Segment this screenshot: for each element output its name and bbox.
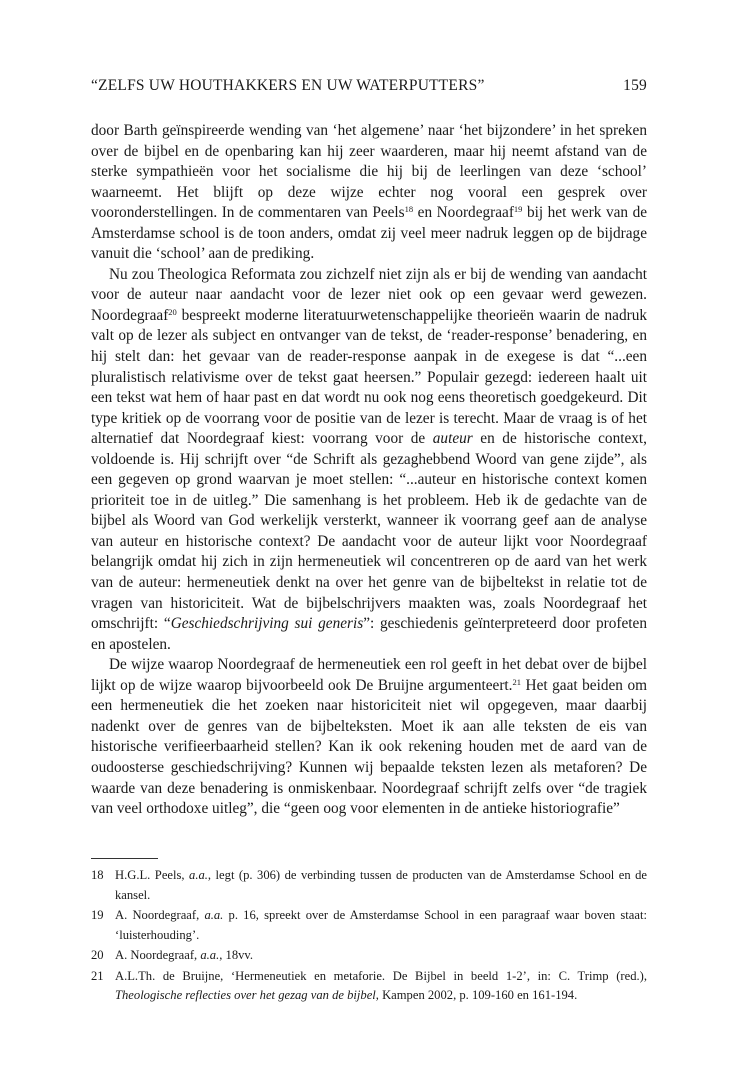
body-text (91, 121, 647, 820)
footnote-separator (91, 858, 158, 859)
page-number: 159 (623, 77, 647, 94)
footnotes (91, 866, 647, 1007)
footnote-text: H.G.L. Peels, a.a., legt (p. 306) de verbinding tussen de producten van de Amsterdamse School en de kansel. (115, 868, 648, 902)
paragraph-text: en de historische context, voldoende is. Hij schrijft over “de Schrift als gezaghebbend Woord van gene zijde”, als een gegeven op grond waarvan je moet stellen: “...auteur en historische context komen prioriteit toe in de uitleg.” Die samenhang is het probleem. Heb ik de gedachte van de bijbel als Woord van God werkelijk versterkt, wanneer ik voorrang geef aan de analyse van auteur en historische context? De aandacht voor de auteur lijkt voor Noordegraaf belangrijk omdat hij zich in zijn hermeneutiek wil concentreren op de aard van het werk van de auteur: hermeneutiek denkt na over het genre van de bijbeltekst in relatie tot de vragen van historiciteit. Wat de bijbelschrijvers maakten was, zoals Noordegraaf het omschrijft: “ (91, 430, 647, 633)
footnote-ref-20: 20 (168, 306, 177, 317)
emphasis-auteur: auteur (432, 430, 473, 448)
footnote-ref-18: 18 (404, 204, 414, 215)
footnote-18 (91, 866, 647, 905)
paragraph-1 (91, 121, 647, 265)
paragraph-2 (91, 265, 647, 655)
paragraph-text: ”: geschiedenis geïnterpreteerd door profeten en apostelen. (91, 615, 647, 653)
paragraph-text: en Noordegraaf (413, 204, 514, 222)
footnote-number: 20 (91, 948, 104, 962)
footnote-19 (91, 906, 647, 945)
paragraph-text: bij het werk van de Amsterdamse school is de toon anders, omdat zij veel meer nadruk leggen op de bijdrage vanuit die ‘school’ aan de prediking. (91, 204, 648, 263)
running-title: “ZELFS UW HOUTHAKKERS EN UW WATERPUTTERS” (91, 77, 485, 94)
footnote-21 (91, 967, 647, 1006)
paragraph-3 (91, 655, 647, 819)
footnote-ref-19: 19 (513, 204, 523, 215)
paragraph-text: Het gaat beiden om een hermeneutiek die het zoeken naar historiciteit niet wil opgegeven, maar daarbij nadenkt over de genres van de bijbelteksten. Moet ik aan alle teksten de eis van historische verifieerbaarheid stellen? Kan ik ook rekening houden met de aard van de oudoosterse geschiedschrijving? Kunnen wij bepaalde teksten lezen als metaforen? De waarde van deze benadering is onmiskenbaar. Noordegraaf schrijft zelfs over “de tragiek van veel orthodoxe uitleg”, die “geen oog voor elementen in de antieke historiografie” (91, 676, 647, 818)
footnote-20 (91, 946, 647, 966)
footnote-number: 21 (91, 968, 104, 983)
footnote-text: A. Noordegraaf, a.a. p. 16, spreekt over de Amsterdamse School in een paragraaf waar boven staat: ‘luisterhouding’. (115, 908, 647, 942)
paragraph-text: Nu zou Theologica Reformata zou zichzelf niet zijn als er bij de wending van aandacht voor de auteur naar aandacht voor de lezer niet ook op een gevaar werd gewezen. Noordegraaf (91, 265, 647, 324)
footnote-number: 19 (91, 908, 104, 922)
footnote-ref-21: 21 (512, 676, 521, 687)
paragraph-text: De wijze waarop Noordegraaf de hermeneutiek een rol geeft in het debat over de bijbel lijkt op de wijze waarop bijvoorbeeld ook De Bruijne argumenteert. (91, 656, 647, 694)
footnote-text: A. Noordegraaf, a.a., 18vv. (115, 948, 254, 962)
footnote-number: 18 (91, 868, 104, 882)
paragraph-text: bespreekt moderne literatuurwetenschappelijke theorieën waarin de nadruk valt op de lezer als subject en ontvanger van de tekst, de ‘reader-response’ benadering, en hij stelt dan: het gevaar van de reader-response aanpak in de exegese is dat “...een pluralistisch relativisme over de tekst gaat heersen.” Populair gezegd: iedereen haalt uit een tekst wat hem of haar past en dat wordt nu ook nog eens theoretisch goedgekeurd. Dit type kritiek op de voorrang voor de positie van de lezer is terecht. Maar de vraag is of het alternatief dat Noordegraaf kiest: voorrang voor de (91, 306, 647, 448)
paragraph-text: door Barth geïnspireerde wending van ‘het algemene’ naar ‘het bijzondere’ in het spreken over de bijbel en de openbaring kan hij zeer waarderen, maar hij neemt afstand van de sterke sympathieën voor het socialisme die hij bij de leerlingen van deze ‘school’ waarneemt. Het blijft op deze wijze echter nog vooral een gesprek over vooronderstellingen. In de commentaren van Peels (91, 122, 647, 222)
footnote-text: A.L.Th. de Bruijne, ‘Hermeneutiek en metaforie. De Bijbel in beeld 1-2’, in: C. Trimp (red.), Theologische reflecties over het gezag van de bijbel, Kampen 2002, p. 109-160 en 161-194. (115, 968, 647, 1002)
emphasis-geschiedschrijving: Geschiedschrijving sui generis (170, 615, 364, 633)
